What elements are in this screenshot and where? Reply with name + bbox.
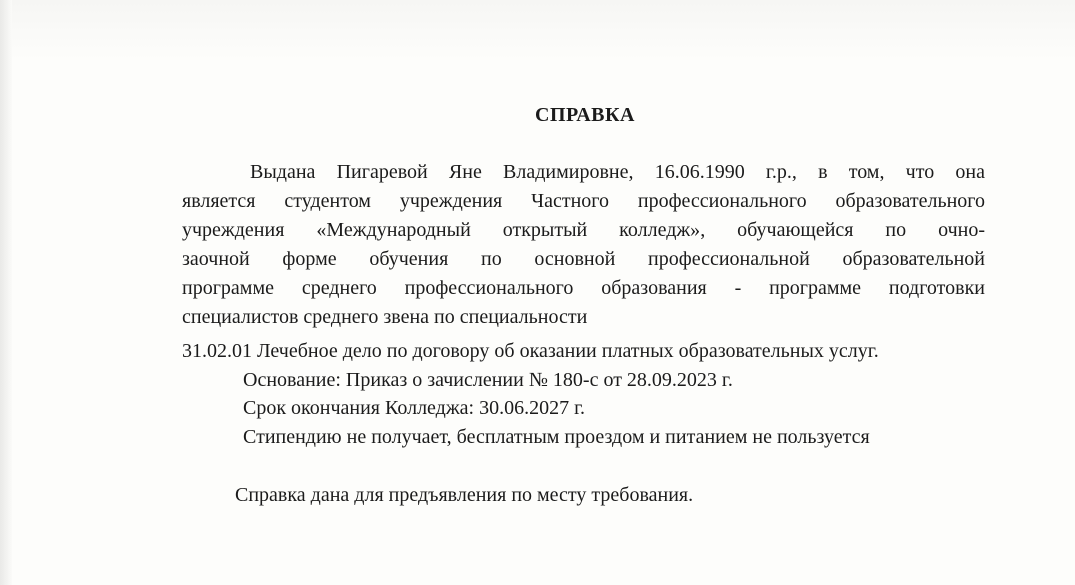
end-date-line: Срок окончания Колледжа: 30.06.2027 г. bbox=[243, 397, 586, 419]
purpose-line: Справка дана для предъявления по месту требования. bbox=[235, 484, 694, 506]
specialty-line: 31.02.01 Лечебное дело по договору об оказании платных образовательных услуг. bbox=[182, 340, 879, 362]
paragraph-line: Выдана Пигаревой Яне Владимировне, 16.06.1990 г.р., в том, что она bbox=[250, 161, 985, 183]
paragraph-line: заочной форме обучения по основной профессиональной образовательной bbox=[182, 248, 985, 270]
basis-line: Основание: Приказ о зачислении № 180-с от 28.09.2023 г. bbox=[243, 369, 733, 391]
paragraph-line: учреждения «Международный открытый колледж», обучающейся по очно- bbox=[182, 219, 985, 241]
paragraph-line: специалистов среднего звена по специальности bbox=[182, 306, 588, 328]
main-paragraph bbox=[182, 158, 985, 332]
stipend-line: Стипендию не получает, бесплатным проездом и питанием не пользуется bbox=[243, 426, 870, 448]
paragraph-line: программе среднего профессионального образования - программе подготовки bbox=[182, 277, 985, 299]
paragraph-line: является студентом учреждения Частного профессионального образовательного bbox=[182, 190, 985, 212]
page-edge-shadow bbox=[0, 0, 12, 585]
document-title: СПРАВКА bbox=[535, 104, 635, 126]
